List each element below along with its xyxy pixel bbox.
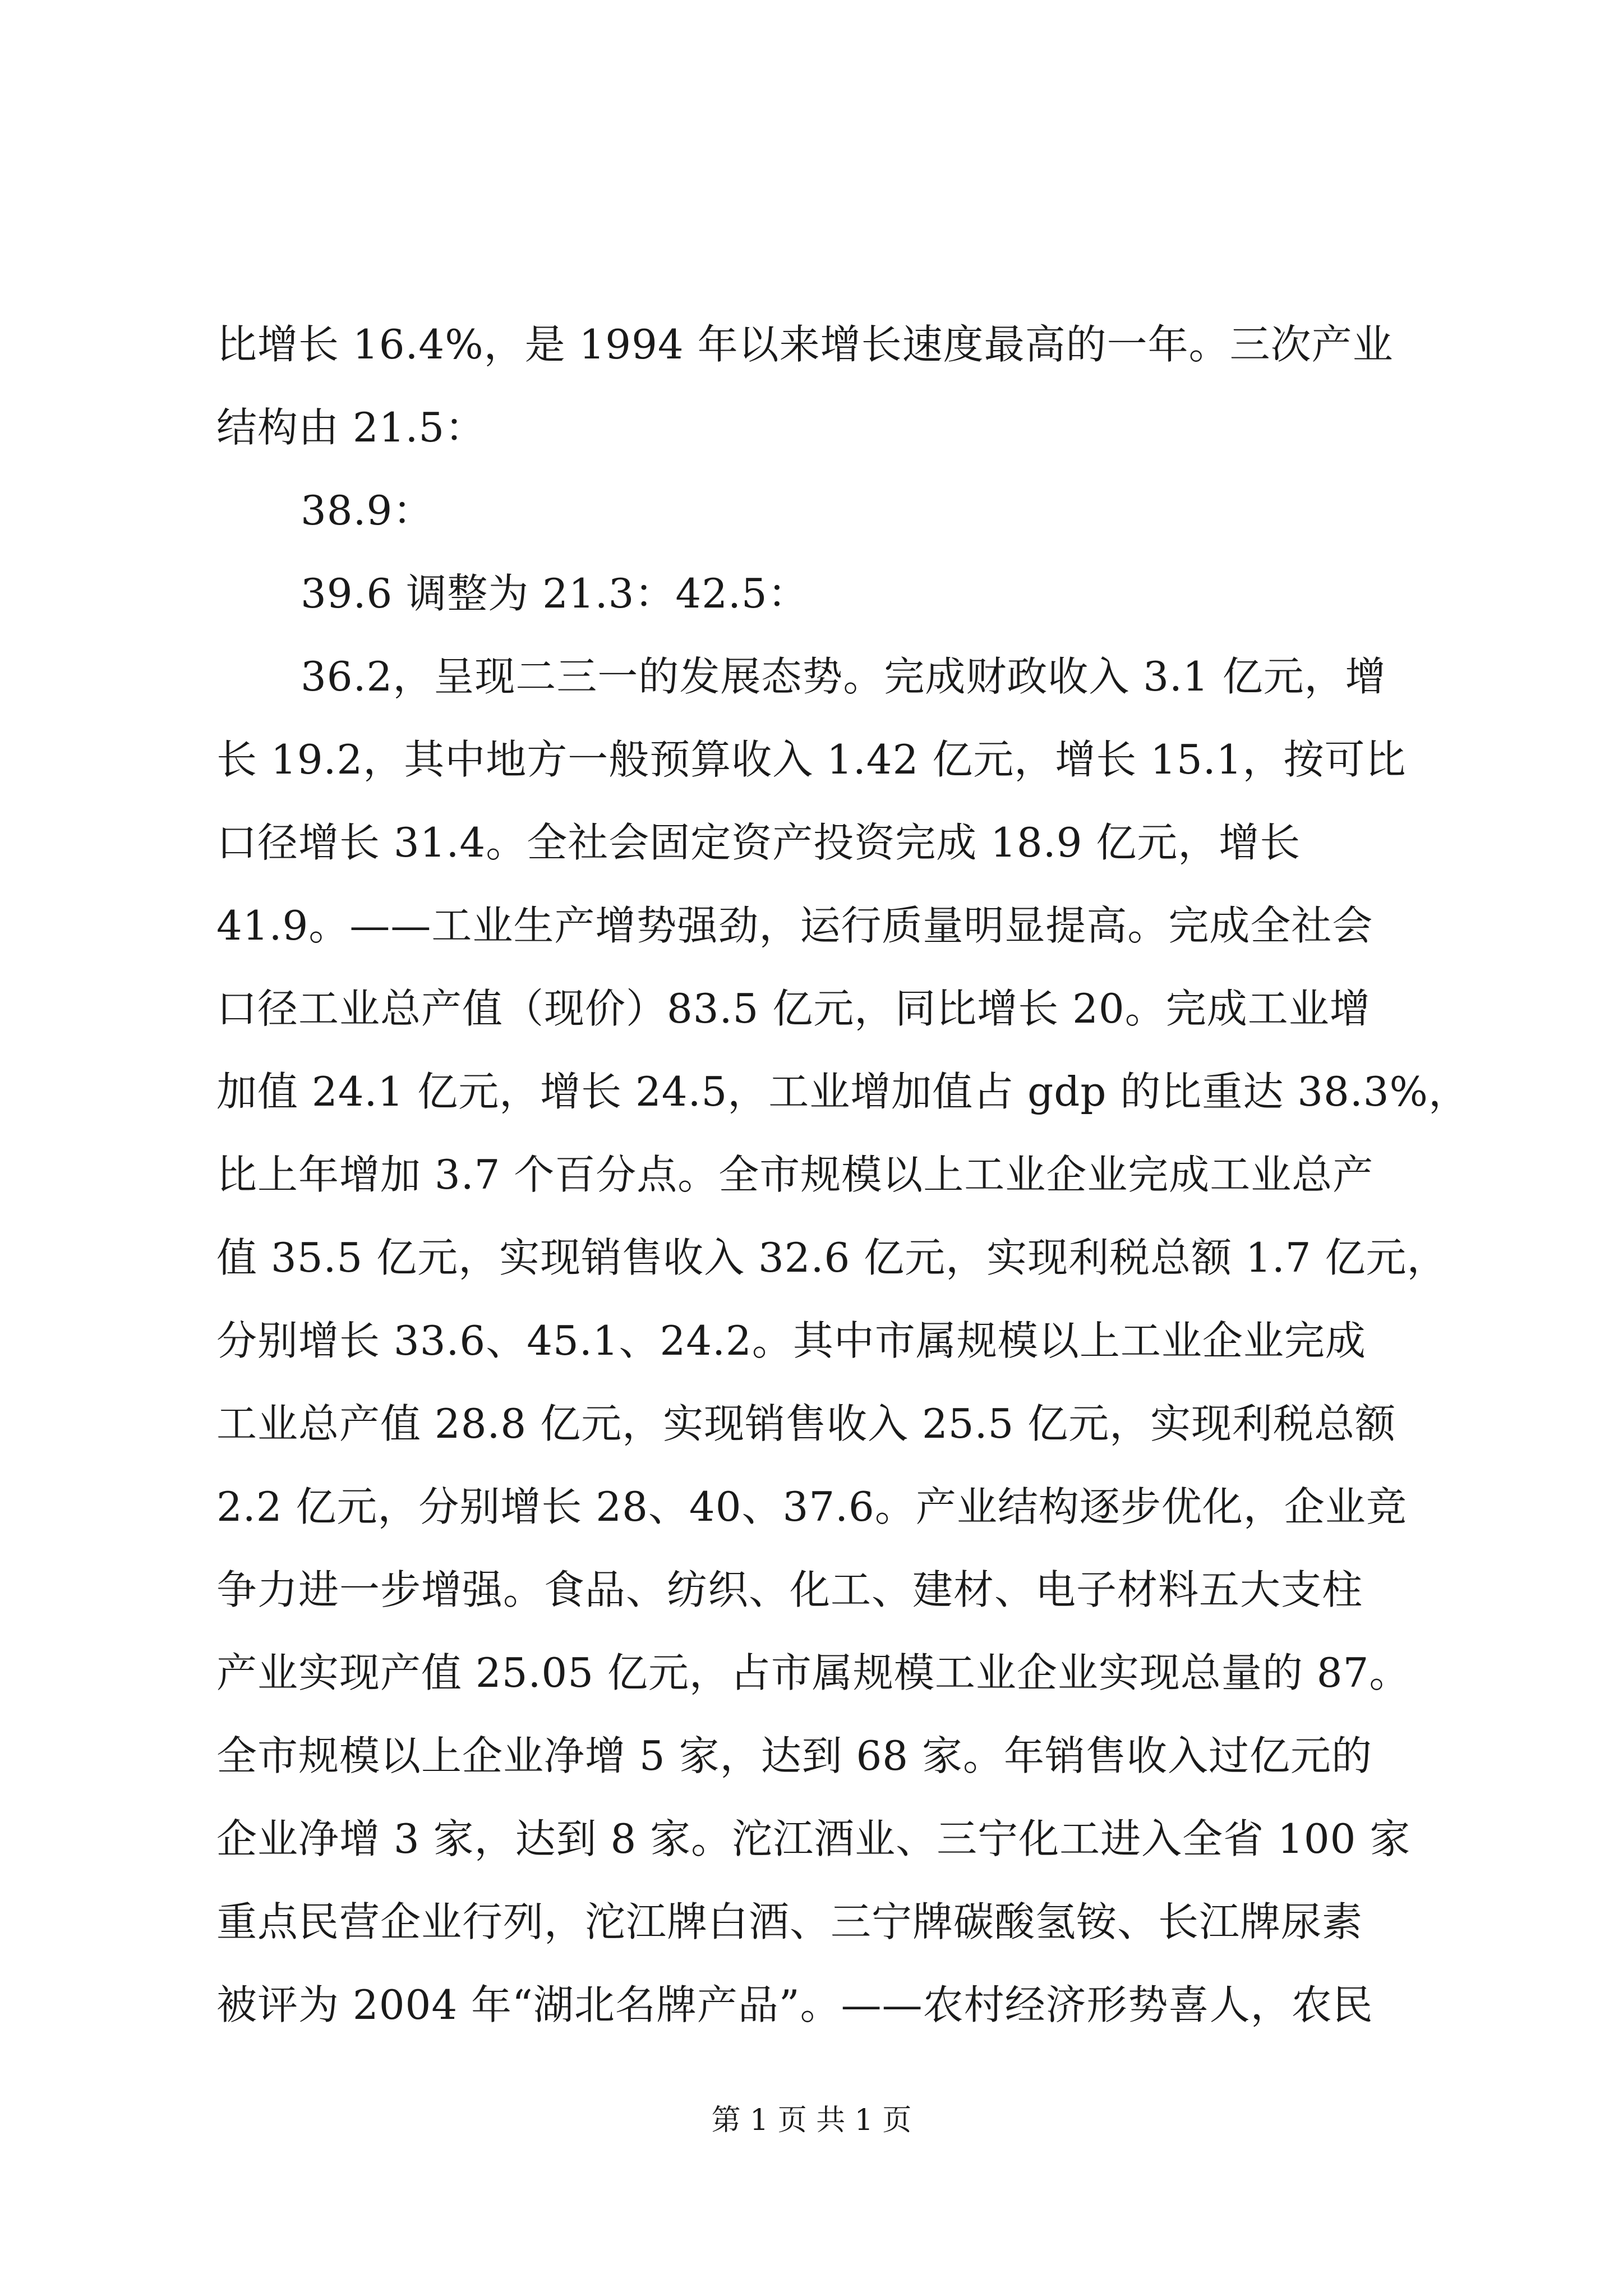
text-line: 2.2 亿元，分别增长 28、40、37.6。产业结构逐步优化，企业竞 [216,1483,1407,1530]
text-line: 口径增长 31.4。全社会固定资产投资完成 18.9 亿元，增长 [216,819,1301,866]
text-line: 长 19.2，其中地方一般预算收入 1.42 亿元，增长 15.1，按可比 [216,736,1407,783]
text-line: 重点民营企业行列，沱江牌白酒、三宁牌碳酸氢铵、长江牌尿素 [216,1898,1363,1945]
text-line: 值 35.5 亿元，实现销售收入 32.6 亿元，实现利税总额 1.7 亿元， [216,1234,1448,1281]
text-line: 39.6 调整为 21.3：42.5： [301,570,809,617]
text-line: 比增长 16.4%，是 1994 年以来增长速度最高的一年。三次产业 [216,321,1394,368]
text-line: 结构由 21.5： [216,404,486,451]
text-line: 全市规模以上企业净增 5 家，达到 68 家。年销售收入过亿元的 [216,1732,1372,1779]
text-line: 产业实现产值 25.05 亿元，占市属规模工业企业实现总量的 87。 [216,1649,1410,1696]
text-line: 38.9： [301,487,434,534]
text-line: 41.9。——工业生产增势强劲，运行质量明显提高。完成全社会 [216,902,1373,949]
text-line: 企业净增 3 家，达到 8 家。沱江酒业、三宁化工进入全省 100 家 [216,1815,1411,1862]
text-line: 36.2，呈现二三一的发展态势。完成财政收入 3.1 亿元，增 [301,653,1386,700]
text-line: 加值 24.1 亿元，增长 24.5，工业增加值占 gdp 的比重达 38.3%， [216,1068,1469,1115]
text-line: 比上年增加 3.7 个百分点。全市规模以上工业企业完成工业总产 [216,1151,1374,1198]
document-body [216,303,1469,2046]
text-line: 口径工业总产值（现价）83.5 亿元，同比增长 20。完成工业增 [216,985,1371,1032]
page-footer: 第 1 页 共 1 页 [711,2104,912,2137]
text-line: 被评为 2004 年“湖北名牌产品”。——农村经济形势喜人，农民 [216,1981,1373,2028]
text-line: 分别增长 33.6、45.1、24.2。其中市属规模以上工业企业完成 [216,1317,1366,1364]
text-line: 工业总产值 28.8 亿元，实现销售收入 25.5 亿元，实现利税总额 [216,1400,1396,1447]
text-line: 争力进一步增强。食品、纺织、化工、建材、电子材料五大支柱 [216,1566,1363,1613]
